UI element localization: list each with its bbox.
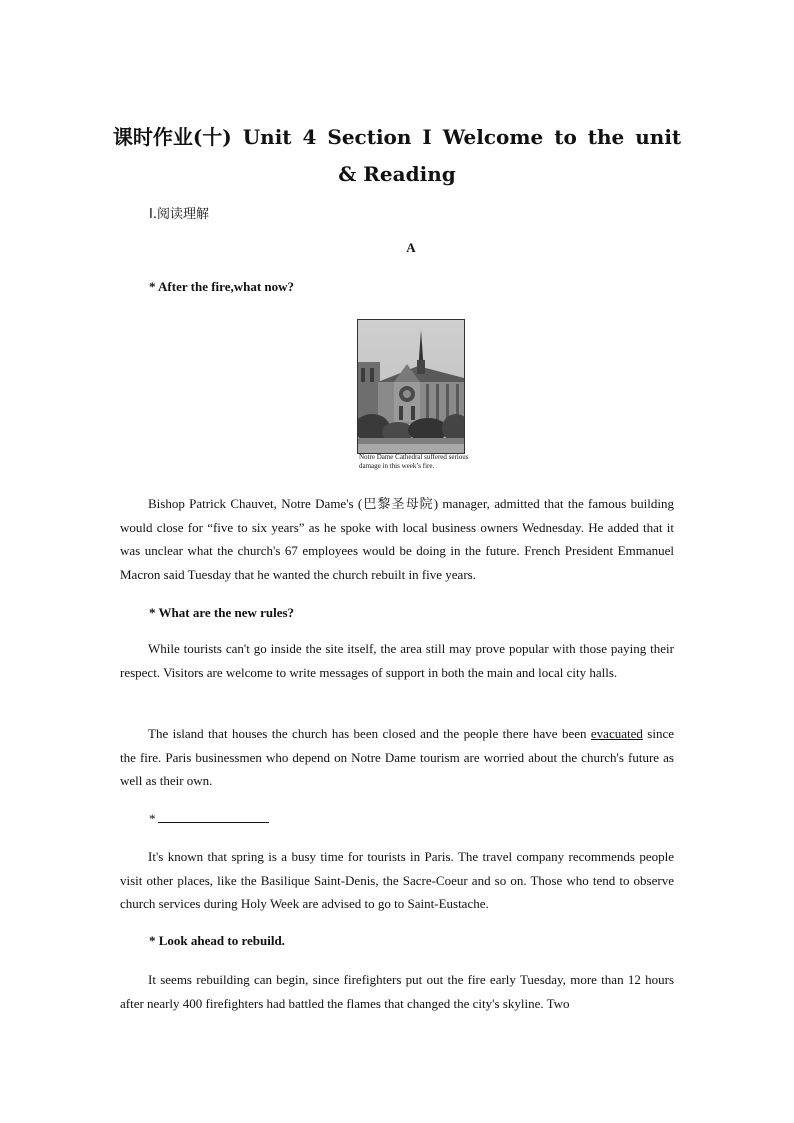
- heading-after-the-fire: * After the fire,what now?: [149, 279, 295, 294]
- paragraph-3-text-a: The island that houses the church has been closed and the people there have been: [148, 726, 591, 741]
- notre-dame-photo: [357, 319, 465, 454]
- heading-new-rules: * What are the new rules?: [149, 605, 295, 620]
- paragraph-3: [120, 722, 674, 793]
- worksheet-title-line-2: & Reading: [338, 162, 456, 186]
- passage-label: A: [406, 240, 416, 255]
- paragraph-1: Bishop Patrick Chauvet, Notre Dame's (巴黎圣母院) manager, admitted that the famous building would close for “five to six years” as he spoke with local business owners Wednesday. He added that it was unclear what the church's 67 employees would be doing in the future. French President Emmanuel Macron said Tuesday that he wanted the church rebuilt in five years.: [120, 496, 674, 582]
- worksheet-title-line-1: 课时作业(十) Unit 4 Section Ⅰ Welcome to the unit: [112, 125, 682, 149]
- section-label-reading-comprehension: Ⅰ.阅读理解: [149, 207, 209, 222]
- paragraph-5: It seems rebuilding can begin, since firefighters put out the fire early Tuesday, more than 12 hours after nearly 400 firefighters had battled the flames that changed the city's skyline. Two: [120, 972, 674, 1011]
- paragraph-4: It's known that spring is a busy time for tourists in Paris. The travel company recommends people visit other places, like the Basilique Saint-Denis, the Sacre-Coeur and so on. Those who tend to observe church services during Holy Week are advised to go to Saint-Eustache.: [120, 849, 674, 911]
- paragraph-2: While tourists can't go inside the site itself, the area still may prove popular with those paying their respect. Visitors are welcome to write messages of support in both the main and local city halls.: [120, 641, 674, 680]
- underlined-word-evacuated: evacuated: [590, 726, 643, 741]
- answer-blank-line: [158, 810, 269, 823]
- heading-blank: [149, 810, 269, 827]
- photo-caption: Notre Dame Cathedral suffered serious damage in this week’s fire.: [359, 453, 469, 470]
- heading-look-ahead: * Look ahead to rebuild.: [149, 933, 285, 948]
- heading-blank-star: *: [149, 811, 156, 826]
- paragraph-3-text-b: since the fire. Paris businessmen who depend on Notre Dame tourism are worried about the church's future as well as their own.: [120, 726, 674, 788]
